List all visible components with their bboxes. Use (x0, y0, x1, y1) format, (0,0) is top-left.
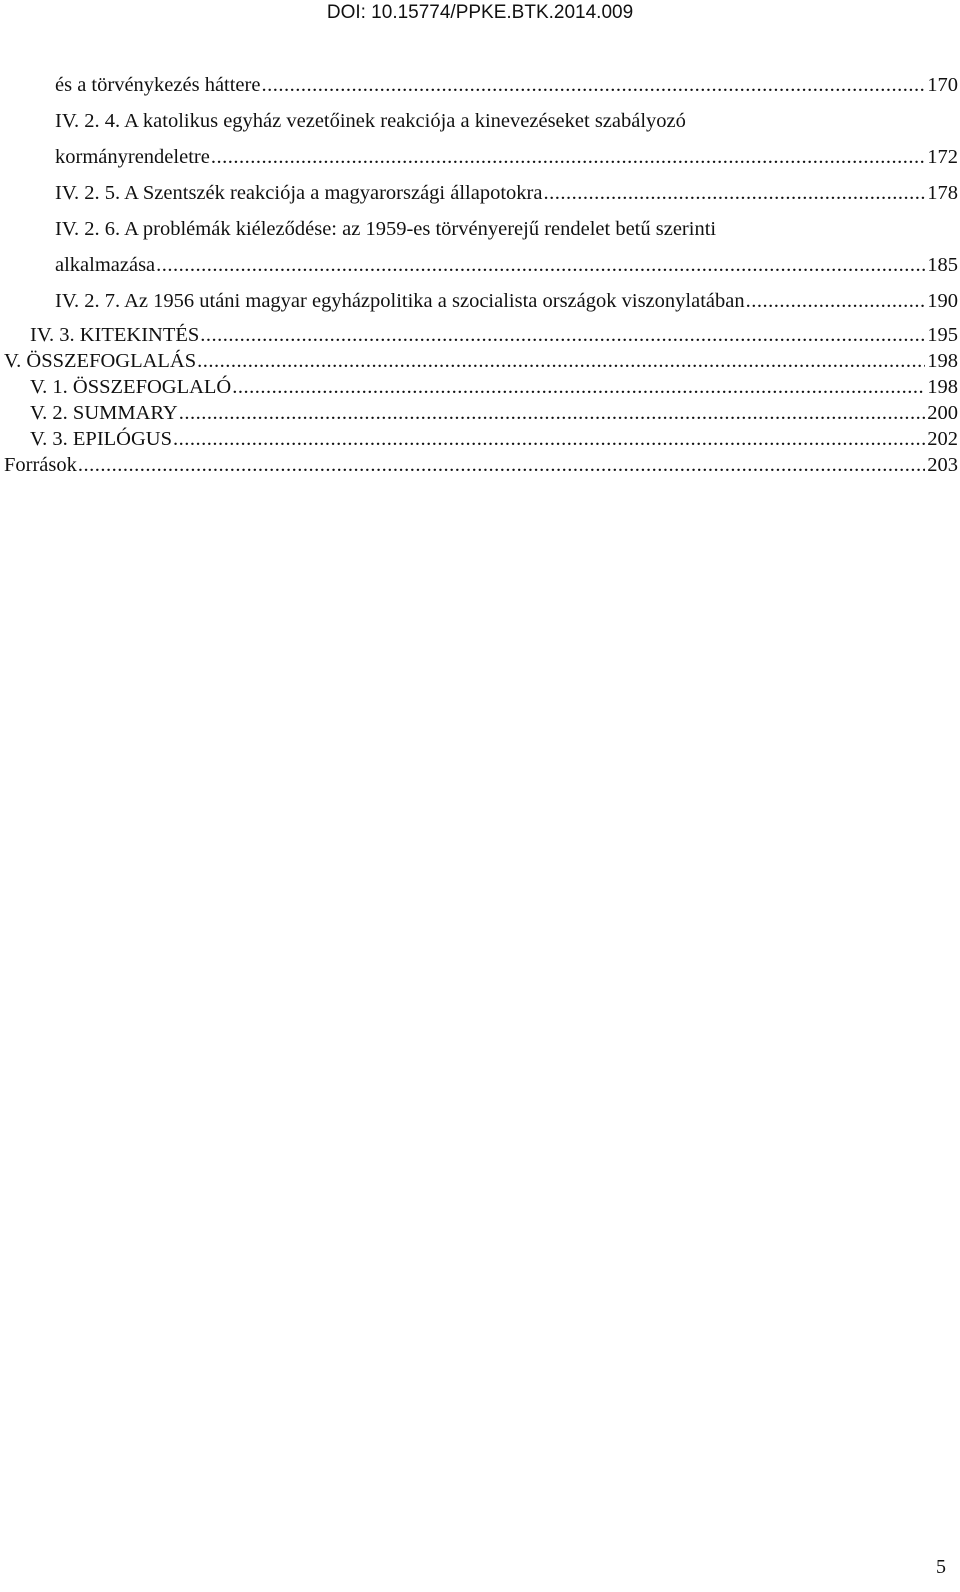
toc-entry[interactable] (0, 374, 958, 400)
toc-entry-page: 170 (927, 74, 958, 96)
dot-leader (746, 288, 926, 314)
toc-entry[interactable] (0, 288, 958, 314)
toc-entry-title: V. 2. SUMMARY (30, 402, 178, 424)
toc-entry-title: V. 1. ÖSSZEFOGLALÓ (30, 376, 232, 398)
toc-entry-title-cont: alkalmazása (55, 254, 156, 276)
toc-entry-title: IV. 2. 4. A katolikus egyház vezetőinek reakciója a kinevezéseket szabályozó (55, 110, 686, 132)
toc-entry-title-cont: kormányrendeletre (55, 146, 210, 168)
toc-entry[interactable] (0, 180, 958, 206)
toc-entry-page: 200 (927, 402, 958, 424)
dot-leader (173, 426, 925, 452)
dot-leader (200, 322, 925, 348)
dot-leader (232, 374, 925, 400)
toc-entry[interactable] (0, 400, 958, 426)
toc-entry-title: IV. 2. 6. A problémák kiéleződése: az 1959-es törvényerejű rendelet betű szerinti (55, 218, 717, 240)
dot-leader (543, 180, 925, 206)
toc-entry-title: IV. 2. 7. Az 1956 utáni magyar egyházpolitika a szocialista országok viszonylatában (55, 290, 745, 312)
toc-entry[interactable] (0, 216, 958, 278)
toc-entry-page: 198 (927, 350, 958, 372)
toc-entry-title: V. ÖSSZEFOGLALÁS (4, 350, 197, 372)
dot-leader (179, 400, 926, 426)
toc-entry[interactable] (0, 452, 958, 478)
doi-header: DOI: 10.15774/PPKE.BTK.2014.009 (326, 2, 634, 23)
toc-entry-title: IV. 3. KITEKINTÉS (30, 324, 200, 346)
dot-leader (211, 144, 925, 170)
toc-entry[interactable] (0, 348, 958, 374)
toc-entry-title: V. 3. EPILÓGUS (30, 428, 172, 450)
toc-entry[interactable] (0, 72, 958, 98)
dot-leader (197, 348, 925, 374)
toc-entry-page: 195 (927, 324, 958, 346)
toc-entry-page: 185 (927, 254, 958, 276)
toc-entry-page: 198 (927, 376, 958, 398)
toc-entry-title: IV. 2. 5. A Szentszék reakciója a magyarországi állapotokra (55, 182, 543, 204)
dot-leader (156, 252, 925, 278)
toc-entry-page: 190 (927, 290, 958, 312)
toc-entry-page: 172 (927, 146, 958, 168)
toc-entry-title: és a törvénykezés háttere (55, 74, 261, 96)
table-of-contents (0, 72, 958, 478)
toc-entry[interactable] (0, 108, 958, 170)
toc-entry[interactable] (0, 322, 958, 348)
page-number: 5 (936, 1556, 946, 1578)
toc-entry-page: 202 (927, 428, 958, 450)
dot-leader (78, 452, 925, 478)
toc-entry-page: 203 (927, 454, 958, 476)
toc-entry-title: Források (4, 454, 77, 476)
toc-entry-page: 178 (927, 182, 958, 204)
toc-entry[interactable] (0, 426, 958, 452)
dot-leader (261, 72, 925, 98)
